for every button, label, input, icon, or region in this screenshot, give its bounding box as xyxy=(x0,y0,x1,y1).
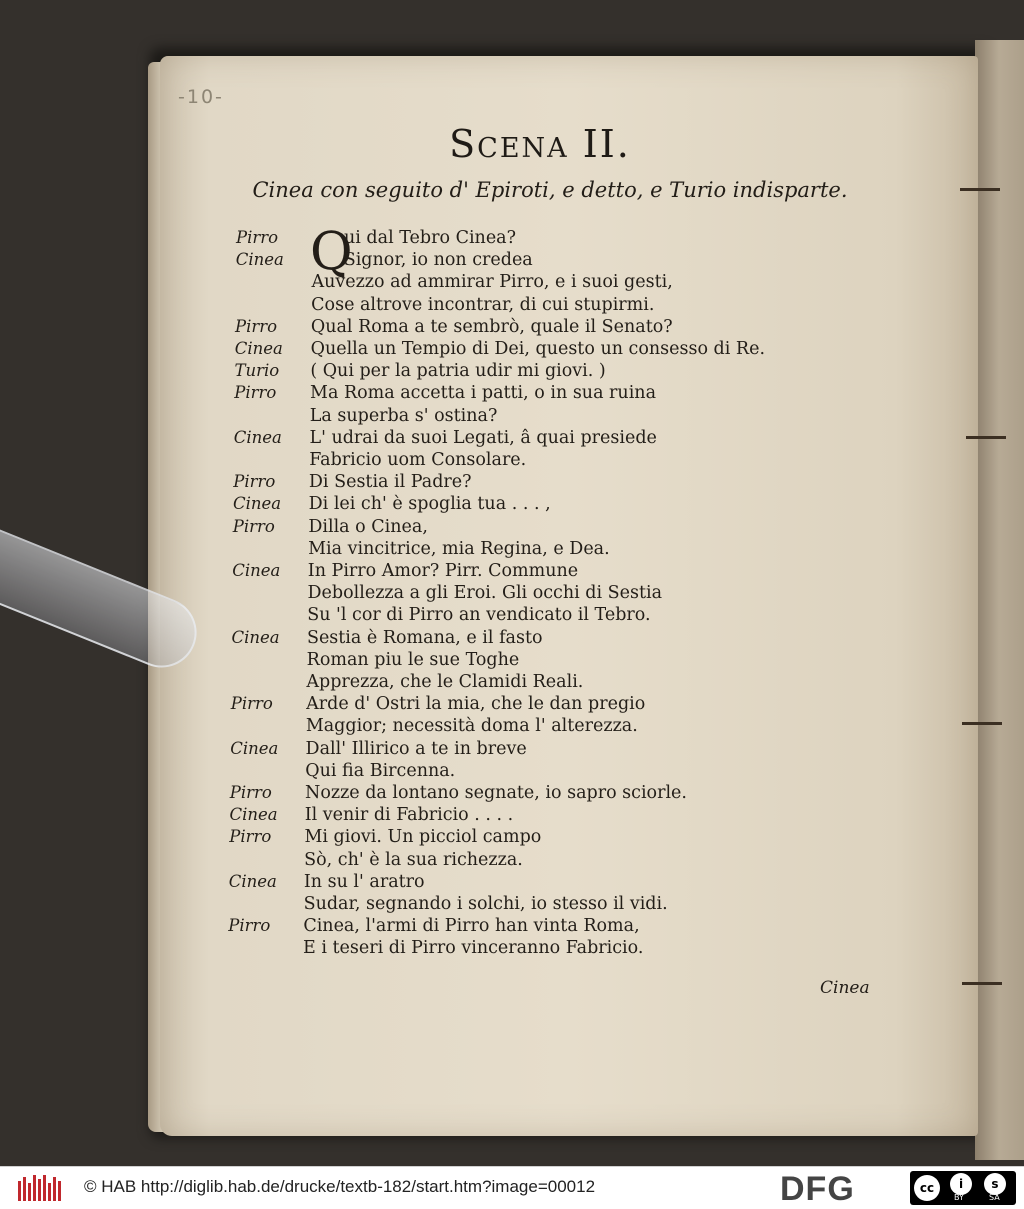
verse-line: Ma Roma accetta i patti, o in sua ruina xyxy=(310,383,656,404)
verse-line: In su l' aratro xyxy=(303,871,425,892)
verse-line: ui dal Tebro Cinea? xyxy=(344,228,516,248)
speaker-name: Cinea xyxy=(231,627,280,647)
scene-title: Scena II. xyxy=(449,122,631,166)
verse-line: Quella un Tempio di Dei, questo un consesso di Re. xyxy=(310,339,766,359)
verse-line: Di Sestia il Padre? xyxy=(308,472,472,493)
verse-line: Dilla o Cinea, xyxy=(308,516,428,537)
share-alike-icon: s xyxy=(984,1173,1006,1195)
verse-line: La superba s' ostina? xyxy=(309,405,498,426)
speaker-name: Pirro xyxy=(232,516,275,536)
verse-line: Arde d' Ostri la mia, che le dan pregio xyxy=(306,694,646,715)
verse-line: L' udrai da suoi Legati, â quai presiede xyxy=(309,427,657,448)
verse-line: Auvezzo ad ammirar Pirro, e i suoi gesti, xyxy=(311,272,673,293)
verse-line: Cinea, l'armi di Pirro han vinta Roma, xyxy=(303,916,640,937)
hab-logo-icon xyxy=(16,1173,68,1203)
speaker-name: Pirro xyxy=(229,783,272,802)
drop-capital: Q xyxy=(310,222,353,282)
binding-thread xyxy=(960,188,1000,191)
source-citation-link[interactable]: © HAB http://diglib.hab.de/drucke/textb-182/start.htm?image=00012 xyxy=(84,1177,596,1196)
verse-line: Roman piu le sue Toghe xyxy=(306,649,520,670)
verse-line: Fabricio uom Consolare. xyxy=(309,450,527,470)
speaker-name: Pirro xyxy=(230,694,273,714)
attribution-icon: i xyxy=(950,1173,972,1195)
cc-license-badge[interactable] xyxy=(910,1171,1016,1205)
facing-page-edge xyxy=(975,40,1024,1160)
speaker-name: Pirro xyxy=(228,916,271,936)
speaker-name: Cinea xyxy=(230,738,279,758)
speaker-name: Pirro xyxy=(236,228,279,247)
speaker-name: Cinea xyxy=(232,561,281,580)
verse-line: Sò, ch' è la sua richezza. xyxy=(304,849,523,870)
verse-line: In Pirro Amor? Pirr. Commune xyxy=(307,561,579,581)
dfg-logo: DFG xyxy=(780,1170,855,1208)
binding-thread xyxy=(962,982,1002,985)
verse-line: Qui fia Bircenna. xyxy=(305,760,456,781)
sa-label: SA xyxy=(989,1193,1000,1202)
viewer-footer xyxy=(0,1166,1024,1209)
verse-line: Signor, io non credea xyxy=(343,250,533,271)
verse-line: Sudar, segnando i solchi, io stesso il vidi. xyxy=(303,894,668,914)
verse-line: Mi giovi. Un picciol campo xyxy=(304,827,542,848)
speaker-name: Cinea xyxy=(229,805,278,825)
verse-line: E i teseri di Pirro vinceranno Fabricio. xyxy=(303,938,644,959)
verse-line: Di lei ch' è spoglia tua . . . , xyxy=(308,494,551,515)
speaker-name: Pirro xyxy=(229,827,272,847)
verse-line: Debollezza a gli Eroi. Gli occhi di Sestia xyxy=(307,583,663,604)
verse-line: Mia vincitrice, mia Regina, e Dea. xyxy=(308,538,610,559)
verse-line: Su 'l cor di Pirro an vendicato il Tebro. xyxy=(307,605,651,626)
pencil-page-number: -10- xyxy=(178,86,224,108)
verse-line: Maggior; necessità doma l' alterezza. xyxy=(305,716,638,737)
binding-thread xyxy=(962,722,1002,725)
speaker-name: Pirro xyxy=(235,316,278,336)
scene-subtitle: Cinea con seguito d' Epiroti, e detto, e Turio indisparte. xyxy=(252,178,848,202)
speaker-name: Cinea xyxy=(228,871,277,891)
speaker-name: Cinea xyxy=(233,494,282,514)
verse-line: Apprezza, che le Clamidi Reali. xyxy=(306,672,584,692)
speaker-name: Turio xyxy=(234,361,280,381)
speaker-name: Pirro xyxy=(233,472,276,492)
speaker-name: Cinea xyxy=(234,339,283,358)
verse-line: Qual Roma a te sembrò, quale il Senato? xyxy=(310,316,673,337)
speaker-name: Cinea xyxy=(233,427,282,447)
binding-thread xyxy=(966,436,1006,439)
by-label: BY xyxy=(954,1193,964,1202)
verse-line: Il venir di Fabricio . . . . xyxy=(304,805,514,826)
catchword: Cinea xyxy=(820,978,870,998)
speaker-name: Cinea xyxy=(235,250,284,270)
verse-line: Dall' Illirico a te in breve xyxy=(305,738,527,759)
verse-line: ( Qui per la patria udir mi giovi. ) xyxy=(310,361,606,382)
verse-line: Cose altrove incontrar, di cui stupirmi. xyxy=(311,294,655,315)
verse-line: Nozze da lontano segnate, io sapro sciorle. xyxy=(305,783,687,803)
verse-line: Sestia è Romana, e il fasto xyxy=(306,627,543,648)
speaker-name: Pirro xyxy=(234,383,277,403)
cc-icon: cc xyxy=(914,1175,940,1201)
